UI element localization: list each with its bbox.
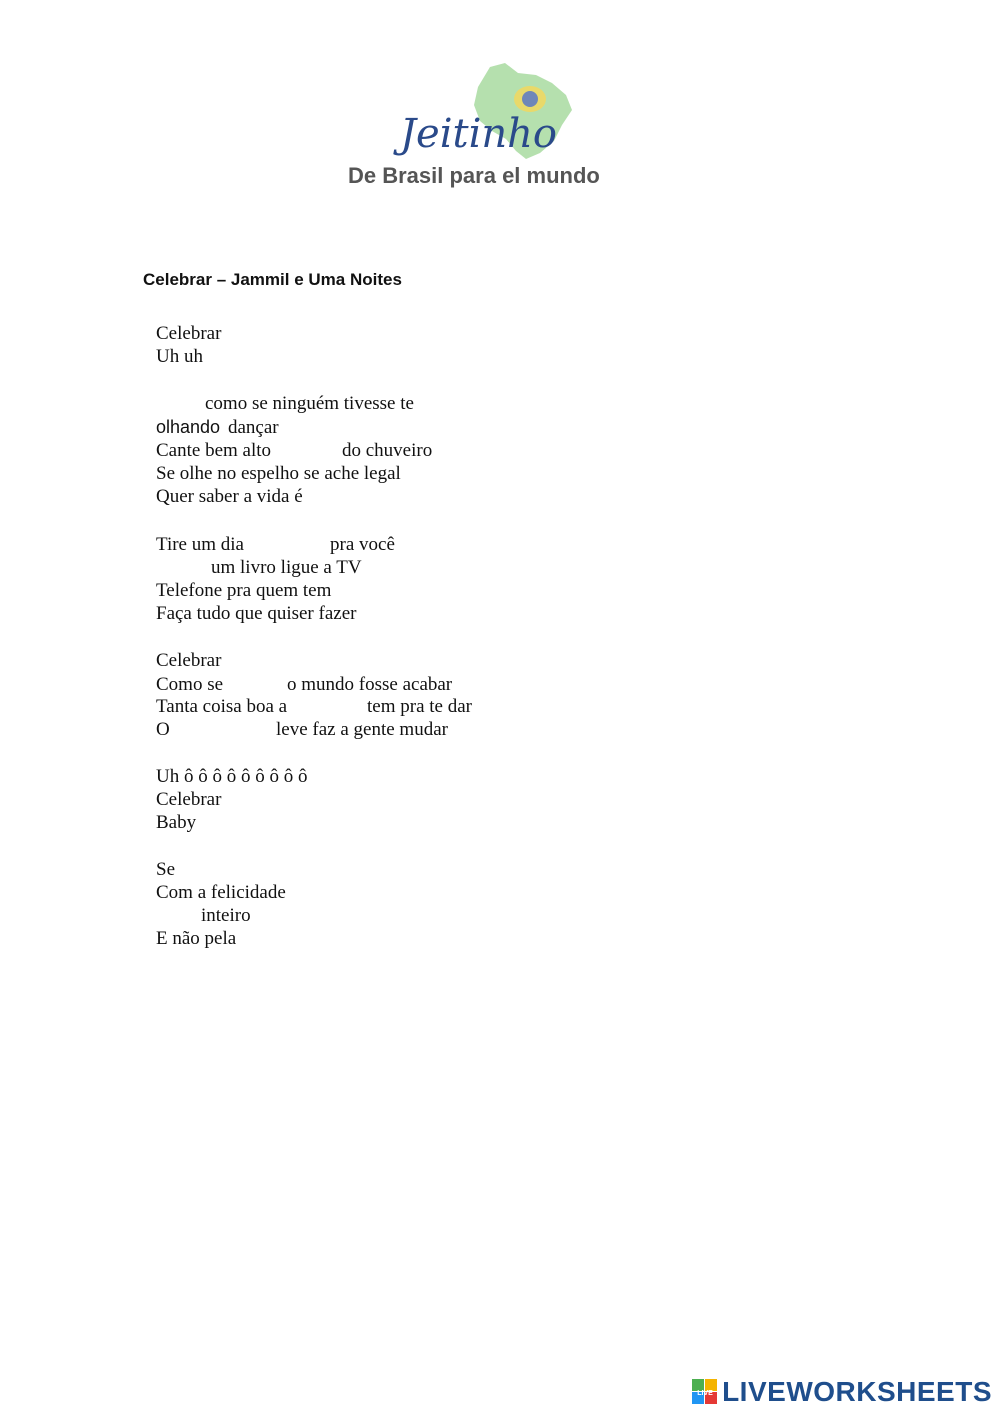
- lyric-line: olhando: [156, 417, 221, 437]
- lyric-line: como se ninguém tivesse te: [205, 393, 414, 414]
- lyric-line: Uh uh: [156, 346, 203, 367]
- lyric-line: Tire um dia: [156, 534, 244, 555]
- lyric-line: Telefone pra quem tem: [156, 580, 332, 601]
- lyric-line: o mundo fosse acabar: [287, 674, 453, 695]
- lyric-line: um livro ligue a TV: [211, 557, 362, 578]
- lyric-line: leve faz a gente mudar: [276, 719, 448, 740]
- liveworksheets-logo-icon: [692, 1379, 718, 1405]
- lyric-line: E não pela: [156, 928, 237, 949]
- logo-tagline: De Brasil para el mundo: [348, 163, 600, 188]
- lyric-line: Tanta coisa boa a: [156, 696, 288, 717]
- lyric-line: Celebrar: [156, 789, 222, 810]
- lyric-line: Celebrar: [156, 323, 222, 344]
- lyric-line: Celebrar: [156, 650, 222, 671]
- lyric-line: dançar: [228, 417, 279, 438]
- liveworksheets-brand: [692, 1377, 992, 1407]
- song-title: Celebrar – Jammil e Uma Noites: [143, 270, 402, 289]
- lyric-line: Se: [156, 859, 175, 880]
- lyric-line: Se olhe no espelho se ache legal: [156, 463, 401, 484]
- lyric-line: Cante bem alto: [156, 440, 272, 461]
- lyric-line: Como se: [156, 674, 224, 695]
- lyric-line: inteiro: [201, 905, 251, 926]
- lyric-line: tem pra te dar: [367, 696, 472, 717]
- lyric-line: do chuveiro: [342, 440, 433, 461]
- logo-badge: LIVE: [697, 1390, 713, 1397]
- lyric-line: Uh ô ô ô ô ô ô ô ô ô: [156, 766, 308, 787]
- lyric-line: pra você: [330, 534, 395, 555]
- logo-script: Jeitinho: [400, 111, 557, 157]
- lyric-line: Baby: [156, 812, 197, 833]
- lyric-line: Quer saber a vida é: [156, 486, 303, 507]
- lyric-line: O: [156, 719, 170, 740]
- lyric-line: Faça tudo que quiser fazer: [156, 603, 357, 624]
- lyric-line: Com a felicidade: [156, 882, 286, 903]
- jeitinho-logo: [340, 55, 640, 200]
- brand-text: LIVEWORKSHEETS: [722, 1376, 992, 1407]
